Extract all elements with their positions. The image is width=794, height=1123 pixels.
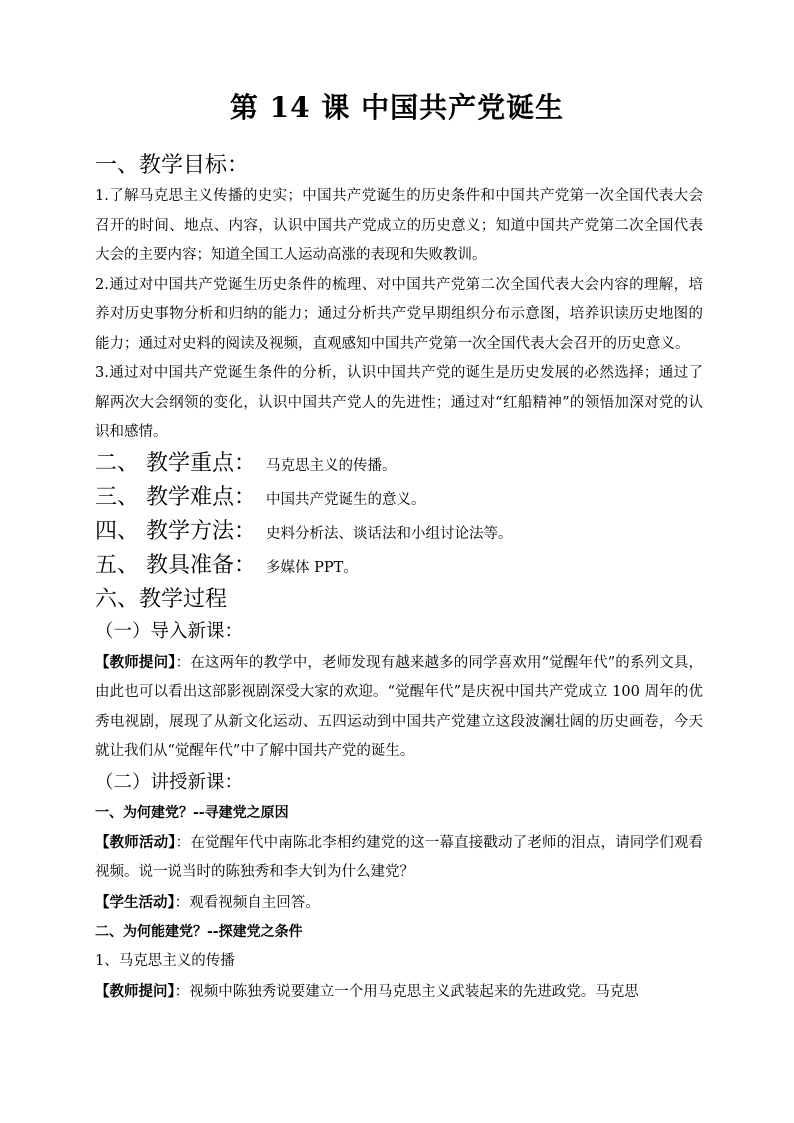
- part2-teacher-paragraph: [95, 977, 703, 1008]
- part1-student-label: 【学生活动】: [95, 893, 175, 911]
- part1-teacher-label: 【教师活动】: [95, 833, 176, 851]
- method-heading: 四、 教学方法：: [95, 518, 256, 544]
- part1-teacher-paragraph: [95, 828, 703, 888]
- goals-heading: 一、教学目标：: [95, 153, 250, 178]
- part2-heading: 二、为何能建党？--探建党之条件: [95, 924, 303, 940]
- part1-teacher-text: ：在觉醒年代中南陈北李相约建党的这一幕直接戳动了老师的泪点，请同学们观看视频。说一说当时的陈独秀和李大钊为什么建党？: [95, 834, 704, 880]
- goal-item-2: 2.通过对中国共产党诞生历史条件的梳理、对中国共产党第二次全国代表大会内容的理解，培养对历史事物分析和归纳的能力；通过分析共产党早期组织分布示意图，培养识读历史地图的能力；通过对史料的阅读及视频，直观感知中国共产党第一次全国代表大会召开的历史意义。: [95, 276, 703, 352]
- difficulty-heading: 三、 教学难点：: [95, 484, 256, 510]
- intro-heading: （一）导入新课：: [95, 620, 244, 642]
- difficulty-value: 中国共产党诞生的意义。: [266, 491, 426, 508]
- part2-teacher-label: 【教师提问】: [95, 982, 175, 1000]
- part2-teacher-text: ：视频中陈独秀说要建立一个用马克思主义武装起来的先进政党。马克思: [174, 983, 639, 1000]
- part1-student-paragraph: [95, 888, 703, 919]
- key-point-heading: 二、 教学重点：: [95, 450, 256, 476]
- document-body: [95, 150, 703, 1007]
- method-row: [95, 516, 703, 550]
- lecture-heading: （二）讲授新课：: [95, 771, 244, 793]
- tools-row: [95, 550, 703, 584]
- goal-item-1: 1.了解马克思主义传播的史实；中国共产党诞生的历史条件和中国共产党第一次全国代表大会召开的时间、地点、内容，认识中国共产党成立的历史意义；知道中国共产党第二次全国代表大会的主要内容；知道全国工人运动高涨的表现和失败教训。: [95, 188, 703, 263]
- process-heading: 六、教学过程: [95, 586, 228, 612]
- intro-text: ：在这两年的教学中，老师发现有越来越多的同学喜欢用“觉醒年代”的系列文具，由此也可以看出这部影视剧深受大家的欢迎。“觉醒年代”是庆祝中国共产党成立 100 周年的优秀电视剧，展现了从新文化运动、五四运动到中国共产党建立这段波澜壮阔的历史画卷，今天就让我们从“觉醒年代”中了解中国共产党的诞生。: [95, 654, 704, 759]
- intro-paragraph: [95, 648, 703, 767]
- lesson-title: 第 14 课 中国共产党诞生: [229, 91, 565, 124]
- part1-heading: 一、为何建党？--寻建党之原因: [95, 804, 289, 821]
- key-point-value: 马克思主义的传播。: [266, 457, 397, 474]
- part2-sub1: 1、马克思主义的传播: [95, 953, 235, 969]
- method-value: 史料分析法、谈话法和小组讨论法等。: [266, 525, 513, 542]
- part1-student-text: ：观看视频自主回答。: [174, 894, 320, 911]
- difficulty-row: [95, 482, 703, 516]
- tools-value: 多媒体 PPT。: [266, 559, 358, 576]
- intro-label: 【教师提问】: [95, 653, 176, 671]
- key-point-row: [95, 448, 703, 482]
- tools-heading: 五、 教具准备：: [95, 552, 256, 578]
- goal-item-3: 3.通过对中国共产党诞生条件的分析，认识中国共产党的诞生是历史发展的必然选择；通过了解两次大会纲领的变化，认识中国共产党人的先进性；通过对“红船精神”的领悟加深对党的认识和感情。: [95, 365, 703, 440]
